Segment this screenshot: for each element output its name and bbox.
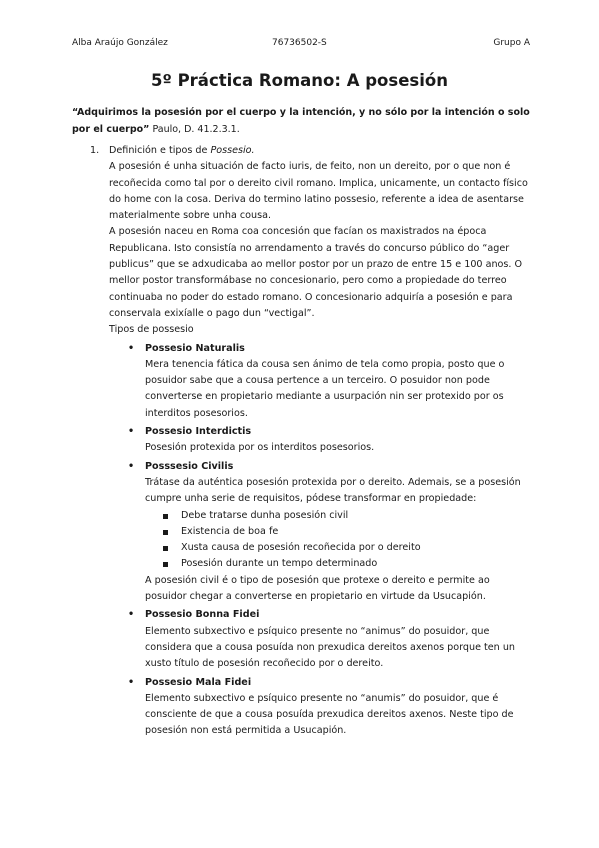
types-label: Tipos de possesio [109, 324, 194, 336]
bullet-icon: • [128, 676, 135, 688]
requisite-text: Debe tratarse dunha posesión civil [181, 509, 349, 521]
square-bullet-icon [163, 562, 168, 567]
definition-paragraph: A posesión é unha situación de facto iuris, de feito, non un dereito, por o que non é recoñecida como tal por o dereito civil romano. Implica, unicamente, un contacto físico do home con la cosa. Deriva do termino latino possesio, referente a idea de asentarse materialmente sobre unha cousa. [109, 161, 528, 222]
type-name: Possesio Mala Fidei [145, 676, 252, 688]
type-item [128, 459, 532, 475]
origin-paragraph: A posesión naceu en Roma coa concesión que facían os maxistrados na época Republicana. Isto consistía no arrendamento a través do concurso público do “ager publicus” que se adxudicaba ao mellor postor por un prazo de entre 15 e 100 anos. O mellor postor transformábase no concesionario, pero como a propiedade do terreo continuaba no poder do estado romano. O concesionario adquiría a posesión e para conservala exixíalle o pago dun “vectigal”. [109, 226, 523, 319]
type-name: Possesio Bonna Fidei [145, 609, 260, 621]
requisite-item [181, 524, 532, 540]
bullet-icon: • [128, 609, 135, 621]
type-item [128, 675, 532, 691]
square-bullet-icon [163, 514, 168, 519]
requisite-item [181, 540, 532, 556]
quote-source: Paulo, D. 41.2.3.1. [149, 124, 240, 135]
type-description: Posesión protexida por os interditos posesorios. [145, 442, 375, 454]
header-group: Grupo A [493, 38, 530, 48]
epigraph-quote [72, 104, 532, 138]
type-description: Elemento subxectivo e psíquico presente no “animus” do posuidor, que considera que a cousa posuída non prexudica dereitos axenos porque ten un xusto título de posesión recoñecido por o dereito. [145, 625, 515, 670]
document-title: 5º Práctica Romano: A posesión [151, 71, 448, 90]
section-heading [72, 143, 532, 159]
requisite-item [181, 556, 532, 572]
requisite-text: Xusta causa de posesión recoñecida por o dereito [181, 542, 421, 554]
type-description: Mera tenencia fática da cousa sen ánimo de tela como propia, posto que o posuidor sabe que a cousa pertence a un terceiro. O posuidor non pode converterse en propietario mediante a usurpación nin ser protexido por os interditos posesorios. [145, 358, 505, 419]
document-body [72, 143, 532, 740]
type-name: Posssesio Civilis [145, 460, 234, 472]
section-number: 1. [90, 145, 100, 156]
type-item [128, 424, 532, 440]
type-description: Trátase da auténtica posesión protexida por o dereito. Ademais, se a posesión cumpre unha serie de requisitos, pódese transformar en propiedade: [145, 476, 521, 505]
type-item [128, 607, 532, 623]
header-id: 76736502-S [272, 38, 327, 48]
section-title-italic: Possesio. [210, 145, 255, 156]
section-title-prefix: Definición e tipos de [109, 145, 211, 156]
bullet-icon: • [128, 460, 135, 472]
type-conclusion: A posesión civil é o tipo de posesión que protexe o dereito e permite ao posuidor chegar a converterse en propietario en virtude da Usucapión. [145, 574, 490, 603]
header-author: Alba Araújo González [72, 38, 168, 48]
requisite-text: Existencia de boa fe [181, 525, 279, 537]
requisite-text: Posesión durante un tempo determinado [181, 558, 378, 570]
requisite-item [181, 508, 532, 524]
square-bullet-icon [163, 546, 168, 551]
quote-text: “Adquirimos la posesión por el cuerpo y la intención, y no sólo por la intención o solo por el cuerpo” [72, 107, 530, 135]
type-item [128, 341, 532, 357]
type-name: Possesio Naturalis [145, 342, 245, 354]
bullet-icon: • [128, 342, 135, 354]
page-header [72, 38, 530, 52]
type-description: Elemento subxectivo e psíquico presente no “anumis” do posuidor, que é consciente de que a cousa posuída prexudica dereitos axenos. Neste tipo de posesión non está permitida a Usucapión. [145, 692, 514, 737]
bullet-icon: • [128, 426, 135, 438]
square-bullet-icon [163, 530, 168, 535]
type-name: Possesio Interdictis [145, 426, 252, 438]
